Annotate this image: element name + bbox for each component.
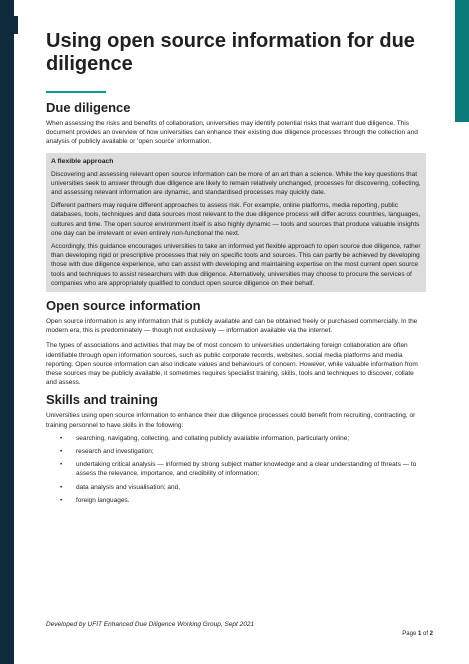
list-item (46, 460, 426, 478)
page-current: 1 (417, 631, 422, 637)
bullet-icon: • (60, 448, 63, 456)
callout-heading: A flexible approach (51, 157, 114, 165)
page-number (402, 631, 433, 637)
callout-paragraph: Accordingly, this guidance encourages universities to take an informed yet flexible approach to open source due diligence, rather than developing rigid or prescriptive processes that rely on specific tools and sources. This can partly be achieved by developing those with due diligence experience, who can assist with developing and maintaining expertise on the most current open source tools and techniques to assist researchers with due diligence. Alternatively, universities may choose to procure the services of companies who are appropriately qualified to conduct open source diligence on their behalf. (51, 243, 421, 287)
callout-paragraph: Different partners may require different approaches to assess risk. For example, online platforms, media reporting, public databases, tools, techniques and data sources most relevant to the due diligence process will differ across countries, languages, cultures and time. The open source environment itself is also highly dynamic — tools and sources that produce valuable insights one day can be irrelevant or even entirely non-functional the next. (51, 202, 421, 237)
due-diligence-intro: When assessing the risks and benefits of collaboration, universities may identify potential risks that warrant due diligence. This document provides an overview of how universities can enhance their existing due diligence processes through the collection and analysis of publicly available or ‘open source’ information. (46, 120, 418, 146)
list-item-text: undertaking critical analysis — informed by strong subject matter knowledge and a clear understanding of threats — to assess the relevance, importance, and credibility of information; (76, 461, 417, 478)
skills-intro: Universities using open source information to enhance their due diligence processes could benefit from recruiting, contracting, or training personnel to have skills in the following: (46, 412, 416, 429)
right-decorative-bar (455, 0, 469, 122)
list-item-text: searching, navigating, collecting, and collating publicly available information, particularly online; (76, 434, 350, 442)
page-total: 2 (429, 631, 433, 637)
document-body (46, 30, 426, 509)
osi-paragraph: The types of associations and activities that may be of most concern to universities undertaking foreign collaboration are often identifiable through open information sources, such as public corporate records, websites, social media platforms and media reporting. Open source information can also indicate values and behaviours of concern. However, while valuable information from these sources may be publicly available, it sometimes requires specialist training, skills, tools and techniques to discover, collate and assess. (46, 342, 418, 387)
skills-heading: Skills and training (46, 392, 158, 408)
list-item (46, 447, 426, 456)
document-title: Using open source information for due diligence (46, 30, 415, 75)
footer-credit: Developed by UFIT Enhanced Due Diligence Working Group, Sept 2021 (46, 621, 255, 628)
list-item (46, 434, 426, 443)
title-underline (46, 91, 106, 93)
skills-list (46, 434, 426, 505)
bullet-icon: • (60, 496, 63, 504)
flexible-approach-callout (46, 153, 426, 292)
bullet-icon: • (60, 483, 63, 491)
list-item-text: research and investigation; (76, 448, 154, 456)
bullet-icon: • (60, 434, 63, 442)
bullet-icon: • (60, 461, 63, 469)
left-decorative-notch (14, 16, 18, 34)
callout-paragraph: Discovering and assessing relevant open source information can be more of an art than a science. While the key questions that universities seek to answer through due diligence are likely to remain relatively unchanged, processes for discovering, collecting, and assessing relevant information are dynamic, and standardised processes may quickly date. (51, 170, 421, 197)
osi-paragraph: Open source information is any information that is publicly available and can be obtained freely or purchased commercially. In the modern era, this is predominately — though not exclusively — information available via the internet. (46, 318, 418, 335)
open-source-heading: Open source information (46, 298, 201, 314)
list-item-text: data analysis and visualisation; and, (76, 483, 181, 491)
left-decorative-bar (0, 0, 14, 664)
list-item (46, 496, 426, 505)
list-item-text: foreign languages. (76, 496, 130, 504)
page-prefix: Page (402, 631, 418, 637)
due-diligence-heading: Due diligence (46, 100, 131, 115)
list-item (46, 483, 426, 492)
page-separator: of (421, 631, 430, 637)
